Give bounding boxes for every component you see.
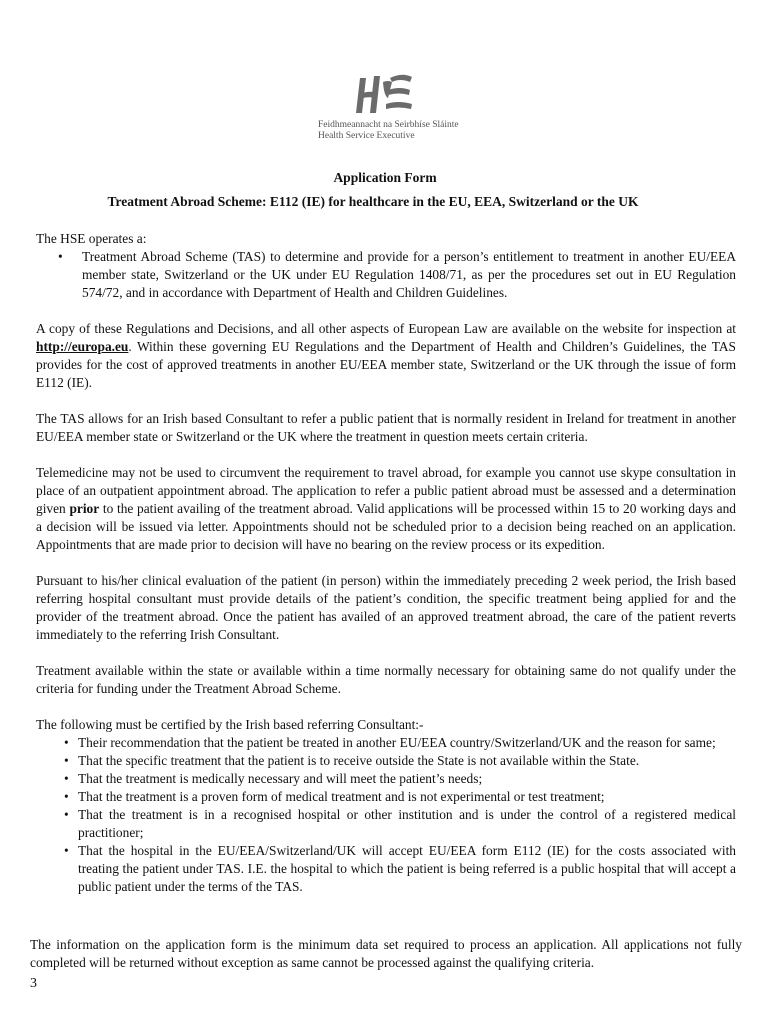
hse-logo bbox=[300, 68, 470, 158]
pursuant-paragraph: Pursuant to his/her clinical evaluation of the patient (in person) within the immediately preceding 2 week period, the Irish based referring hospital consultant must provide details of the patient’s condition, the specific treatment being applied for and the provider of the treatment abroad. Once the patient has availed of an approved treatment abroad, the care of the patient reverts immediately to the referring Irish Consultant. bbox=[36, 573, 736, 642]
page-title: Application Form bbox=[333, 170, 437, 185]
list-item: • That the treatment is in a recognised hospital or other institution and is under the control of a registered medical practitioner; bbox=[36, 806, 736, 842]
final-note: The information on the application form is the minimum data set required to process an application. All applications not fully completed will be returned without exception as same cannot be processed against the qualifying criteria. bbox=[30, 937, 742, 970]
list-item: • Treatment Abroad Scheme (TAS) to determine and provide for a person’s entitlement to treatment in another EU/EEA member state, Switzerland or the UK under EU Regulation 1408/71, as per the procedures set out in EU Regulation 574/72, and in accordance with Department of Health and Children Guidelines. bbox=[36, 248, 736, 302]
operations-list bbox=[36, 248, 736, 302]
document-body bbox=[36, 230, 736, 896]
available-paragraph: Treatment available within the state or available within a time normally necessary for obtaining same do not qualify under the criteria for funding under the Treatment Abroad Scheme. bbox=[36, 663, 736, 696]
certification-lead: The following must be certified by the Irish based referring Consultant:- bbox=[36, 717, 424, 732]
page-subtitle: Treatment Abroad Scheme: E112 (IE) for healthcare in the EU, EEA, Switzerland or the UK bbox=[107, 194, 639, 209]
intro-lead: The HSE operates a: bbox=[36, 231, 147, 246]
list-item: • That the specific treatment that the patient is to receive outside the State is not available within the State. bbox=[36, 752, 736, 770]
page-number: 3 bbox=[30, 976, 37, 991]
telemedicine-bold: prior bbox=[69, 501, 100, 516]
telemedicine-text-before: Telemedicine may not be used to circumvent the requirement to travel abroad, for example you cannot use skype consultation in place of an outpatient appointment abroad. The application to refer a public patient abroad must be assessed and a determination given bbox=[36, 465, 736, 516]
tas-paragraph: The TAS allows for an Irish based Consultant to refer a public patient that is normally resident in Ireland for treatment in another EU/EEA member state or Switzerland or the UK where the treatment in question meets certain criteria. bbox=[36, 411, 736, 444]
europa-link[interactable]: http://europa.eu bbox=[36, 339, 129, 354]
org-name-irish: Feidhmeannacht na Seirbhíse Sláinte bbox=[318, 120, 459, 130]
list-item: • That the treatment is medically necessary and will meet the patient’s needs; bbox=[36, 770, 736, 788]
list-item: • That the hospital in the EU/EEA/Switzerland/UK will accept EU/EEA form E112 (IE) for the costs associated with treating the patient under TAS. I.E. the hospital to which the patient is being referred is a public hospital that will accept a public patient under the terms of the TAS. bbox=[36, 842, 736, 896]
regulations-paragraph bbox=[36, 320, 736, 392]
telemedicine-paragraph bbox=[36, 464, 736, 554]
regulations-text-after: . Within these governing EU Regulations and the Department of Health and Children’s Guidelines, the TAS provides for the cost of approved treatments in another EU/EEA member state, Switzerland or the UK through the issue of form E112 (IE). bbox=[36, 339, 736, 390]
list-item: • That the treatment is a proven form of medical treatment and is not experimental or test treatment; bbox=[36, 788, 736, 806]
telemedicine-text-after: to the patient availing of the treatment abroad. Valid applications will be processed within 15 to 20 working days and a decision will be issued via letter. Appointments should not be scheduled prior to a decision being reached on an application. Appointments that are made prior to decision will have no bearing on the review process or its expedition. bbox=[36, 501, 736, 552]
org-name-english: Health Service Executive bbox=[318, 131, 415, 141]
hse-logo-icon bbox=[350, 68, 420, 118]
list-item: • Their recommendation that the patient be treated in another EU/EEA country/Switzerland/UK and the reason for same; bbox=[36, 734, 736, 752]
certification-list bbox=[36, 734, 736, 896]
regulations-text-before: A copy of these Regulations and Decisions, and all other aspects of European Law are available on the website for inspection at bbox=[36, 321, 736, 336]
